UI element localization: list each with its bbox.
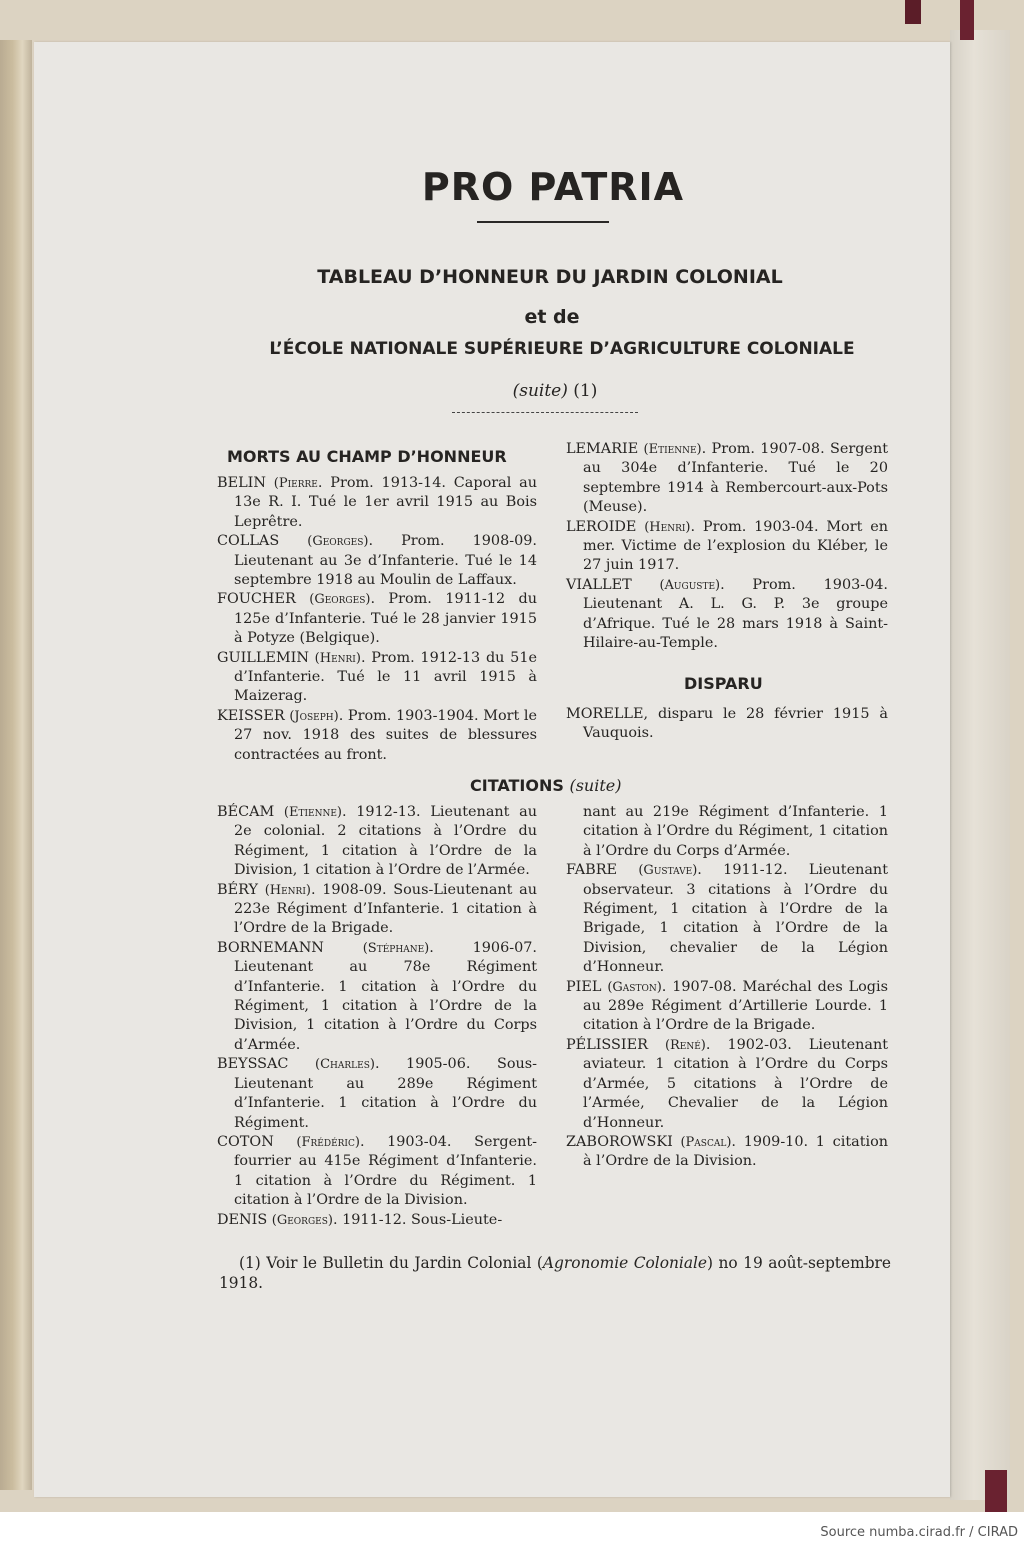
list-item	[217, 939, 537, 1055]
entry-first-name: (Joseph)	[289, 708, 339, 724]
heading-line-2: et de	[524, 306, 580, 328]
adjacent-page-edge	[950, 30, 1010, 1500]
entry-name: COTON	[217, 1133, 274, 1150]
suite-label: (suite)	[512, 381, 568, 401]
footnote	[219, 1253, 891, 1293]
entry-name: BORNEMANN	[217, 939, 324, 956]
entry-text: . 1911-12. Sous-Lieute-	[332, 1211, 503, 1228]
entry-first-name: (Stéphane)	[362, 940, 430, 956]
citations-label: CITATIONS	[470, 776, 564, 795]
entry-first-name: (Etienne)	[283, 805, 342, 820]
entry-text: . Prom. 1907-08. Sergent au 304e d’Infanterie. Tué le 20 septembre 1914 à Rembercourt-aux-Pots (Meuse).	[583, 441, 889, 516]
entry-first-name: (Gaston)	[607, 979, 662, 995]
entry-name: DENIS	[217, 1211, 268, 1228]
entry-name: ZABOROWSKI	[566, 1133, 673, 1150]
citations-column-right	[566, 803, 888, 1172]
suite-line	[0, 381, 1024, 401]
bookmark-ribbon	[905, 0, 921, 24]
list-item	[217, 803, 537, 881]
entry-first-name: (Georges)	[309, 592, 371, 608]
list-item	[217, 707, 537, 765]
entry-first-name: (Etienne)	[643, 442, 702, 457]
entry-first-name: (Charles)	[315, 1057, 375, 1073]
list-item	[566, 978, 888, 1036]
entry-first-name: (René)	[664, 1037, 706, 1053]
morts-column-left	[217, 474, 537, 765]
section-heading-citations	[470, 776, 621, 795]
heading-line-3: L’ÉCOLE NATIONALE SUPÉRIEURE D’AGRICULTURE COLONIALE	[269, 339, 855, 359]
list-item	[217, 590, 537, 648]
entry-text: . 1903-04. Sergent-fourrier au 415e Régiment d’Infanterie. 1 citation à l’Ordre du Régiment. 1 citation à l’Ordre de la Division.	[234, 1133, 538, 1209]
section-heading-disparu: DISPARU	[684, 674, 763, 693]
entry-first-name: (Frédéric)	[296, 1134, 360, 1150]
entry-text: . 1907-08. Maréchal des Logis au 289e Régiment d’Artillerie Lourde. 1 citation à l’Ordre de la Brigade.	[583, 978, 889, 1034]
entry-text: . 1911-12. Lieutenant observateur. 3 citations à l’Ordre du Régiment, 1 citation à l’Ordre de la Brigade, 1 citation à l’Ordre de la Division, chevalier de la Légion d’Honneur.	[583, 862, 888, 976]
list-item	[217, 1133, 537, 1211]
page-title: PRO PATRIA	[421, 165, 685, 209]
list-item	[566, 518, 888, 576]
list-item	[217, 1211, 537, 1230]
entry-name: MORELLE	[566, 706, 644, 722]
entry-text: . Prom. 1903-04. Mort en mer. Victime de l’explosion du Kléber, le 27 juin 1917.	[583, 518, 888, 574]
entry-name: KEISSER	[217, 707, 285, 724]
citations-suite: (suite)	[569, 776, 622, 795]
entry-first-name: (Henri)	[264, 882, 311, 898]
footnote-italic: Agronomie Coloniale	[542, 1254, 708, 1272]
entry-first-name: (Georges)	[271, 1212, 333, 1228]
entry-name: LEROIDE	[566, 518, 637, 535]
list-item	[566, 1036, 888, 1133]
entry-name: COLLAS	[217, 533, 280, 550]
disparu-entry	[566, 705, 888, 744]
bookmark-ribbon	[960, 0, 974, 40]
entry-text: . Prom. 1912-13 du 51e d’Infanterie. Tué le 11 avril 1915 à Maizerag.	[234, 649, 537, 705]
entry-first-name: (Auguste)	[659, 577, 721, 593]
entry-first-name: (Pierre	[273, 476, 318, 491]
entry-name: FABRE	[566, 862, 618, 879]
entry-first-name: (Gustave)	[638, 863, 698, 879]
footnote-before: (1) Voir le Bulletin du Jardin Colonial (	[239, 1254, 543, 1272]
list-item	[566, 1133, 888, 1172]
entry-text: . 1908-09. Sous-Lieutenant au 223e Régiment d’Infanterie. 1 citation à l’Ordre de la Brigade.	[234, 881, 538, 937]
footnote-reference: (1)	[573, 381, 598, 401]
entry-name: BÉCAM	[217, 804, 275, 820]
list-item	[566, 576, 888, 654]
entry-name: PIEL	[566, 978, 602, 995]
entry-text: . Prom. 1908-09. Lieutenant au 3e d’Infanterie. Tué le 14 septembre 1918 au Moulin de Laffaux.	[234, 533, 537, 589]
entry-name: BÉRY	[217, 881, 258, 898]
entry-name: GUILLEMIN	[217, 649, 309, 666]
entry-text: . 1906-07. Lieutenant au 78e Régiment d’Infanterie. 1 citation à l’Ordre du Régiment, 1 citation à l’Ordre de la Division, 1 citation à l’Ordre du Corps d’Armée.	[234, 939, 537, 1053]
entry-text: . 1909-10. 1 citation à l’Ordre de la Division.	[583, 1133, 889, 1170]
entry-text: . 1905-06. Sous-Lieutenant au 289e Régiment d’Infanterie. 1 citation à l’Ordre du Régiment.	[234, 1056, 537, 1131]
list-item	[217, 532, 537, 590]
list-item	[217, 649, 537, 707]
title-underline	[477, 221, 609, 223]
citations-column-left	[217, 803, 537, 1230]
heading-line-1: TABLEAU D’HONNEUR DU JARDIN COLONIAL	[317, 266, 783, 288]
entry-first-name: (Henri)	[644, 519, 691, 535]
entry-first-name: (Pascal)	[680, 1134, 732, 1150]
continued-entry: nant au 219e Régiment d’Infanterie. 1 citation à l’Ordre du Régiment, 1 citation à l’Ordre du Corps d’Armée.	[583, 804, 888, 859]
entry-text: . Prom. 1903-1904. Mort le 27 nov. 1918 des suites de blessures contractées au front.	[234, 707, 538, 763]
list-item	[217, 1055, 537, 1133]
section-heading-morts: MORTS AU CHAMP D’HONNEUR	[227, 447, 507, 466]
bookmark-ribbon	[985, 1470, 1007, 1512]
source-credit: Source numba.cirad.fr / CIRAD	[820, 1525, 1018, 1540]
entry-text: . Prom. 1913-14. Caporal au 13e R. I. Tué le 1er avril 1915 au Bois Leprêtre.	[234, 475, 537, 530]
footnote-after: ) no 19 août-septembre 1918.	[219, 1254, 892, 1292]
entry-name: BEYSSAC	[217, 1056, 289, 1073]
entry-text: . Prom. 1903-04. Lieutenant A. L. G. P. 3e groupe d’Afrique. Tué le 28 mars 1918 à Saint-Hilaire-au-Temple.	[583, 576, 888, 652]
list-item	[217, 881, 537, 939]
entry-name: VIALLET	[566, 576, 632, 593]
dashed-separator	[452, 412, 638, 413]
entry-text: . 1912-13. Lieutenant au 2e colonial. 2 citations à l’Ordre du Régiment, 1 citation à l’Ordre de la Division, 1 citation à l’Ordre de l’Armée.	[234, 804, 537, 879]
list-item	[217, 474, 537, 532]
morts-column-right	[566, 440, 888, 653]
entry-first-name: (Henri)	[314, 650, 361, 666]
entry-name: BELIN	[217, 475, 266, 491]
book-spine-edge	[0, 40, 32, 1490]
entry-name: PÉLISSIER	[566, 1036, 648, 1053]
entry-text: . 1902-03. Lieutenant aviateur. 1 citation à l’Ordre du Corps d’Armée, 5 citations à l’Ordre de l’Armée, Chevalier de la Légion d’Honneur.	[583, 1036, 888, 1131]
entry-text: . Prom. 1911-12 du 125e d’Infanterie. Tué le 28 janvier 1915 à Potyze (Belgique).	[234, 591, 538, 647]
entry-text: , disparu le 28 février 1915 à Vauquois.	[583, 706, 888, 742]
entry-name: LEMARIE	[566, 441, 639, 457]
entry-first-name: (Georges)	[307, 534, 369, 550]
list-item	[566, 861, 888, 977]
list-item	[566, 440, 888, 518]
entry-name: FOUCHER	[217, 591, 296, 608]
